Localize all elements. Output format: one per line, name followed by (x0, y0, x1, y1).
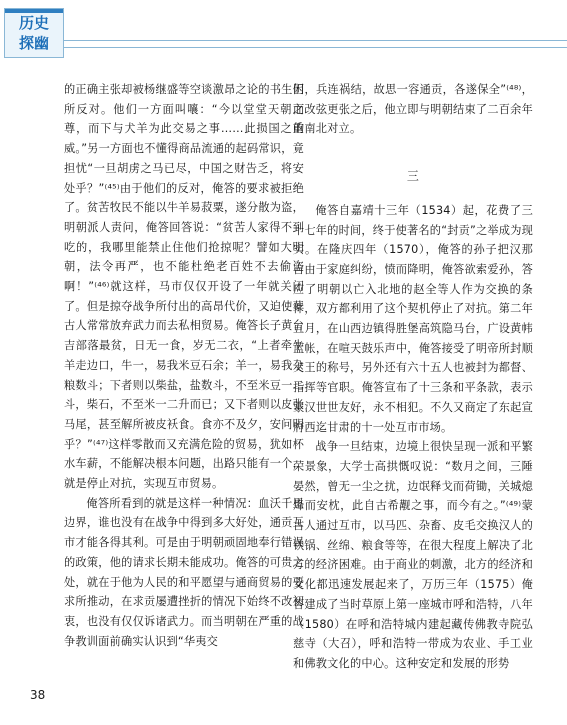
page-number: 38 (30, 688, 46, 702)
section-heading: 三 (406, 169, 420, 184)
header-rule (64, 40, 567, 41)
paragraph: 俺答自嘉靖十三年（1534）起，花费了三十七年的时间，终于使著名的“封贡”之举成为现实。在隆庆四年（1570），俺答的孙子把汉那吉由于家庭纠纷，愤而降明，俺答欲索爱孙，答应了明朝以亡入北地的赵全等人作为交换的条件，双方都利用了这个契机停止了对抗。第二年五月，在山西边镇得胜堡高筑隐马台，广设黄帏蓝帐，在喧天鼓乐声中，俺答接受了明帝所封顺义王的称号，另外还有六十五人也被封为都督、指挥等官职。俺答宣布了十三条和平条款，表示蒙汉世世友好，永不相犯。不久又商定了东起宣府西迄甘肃的十一处互市市场。 (293, 203, 533, 434)
paragraph: 战争一旦结束，边境上很快呈现一派和平繁荣景象，大学士高拱慨叹说：“数月之间，三陲晏然，曾无一尘之扰，边氓释戈而荷锄，关城熄烽而安枕，此自古希觏之事，而今有之。”⁽⁴⁹⁾蒙古人通过互市，以马匹、杂畜、皮毛交换汉人的铁锅、丝绵、粮食等等，在很大程度上解决了北方的经济困难。由于商业的刺激，北方的经济和文化都迅速发展起来了，万历三年（1575）俺答建成了当时草原上第一座城市呼和浩特，八年（1580）在呼和浩特城内建起藏传佛教寺院弘慈寺（大召），呼和浩特一带成为农业、手工业和佛教文化的中心。这种安定和发展的形势 (293, 440, 533, 670)
paragraph: 的正确主张却被杨继盛等空谈激昂之论的书生们所反对。他们一方面叫嚷：“今以堂堂天朝之尊，而下与犬羊为此交易之事……此损国之重威。”另一方面也不懂得商品流通的起码常识，竟担忧“一旦胡虏之马已尽，中国之财告乏，将安处乎？”⁽⁴⁵⁾由于他们的反对，俺答的要求被拒绝了。贫苦牧民不能以牛羊易菽粟，遂分散为盗，明朝派人责问，俺答回答说：“贫苦人家得不到吃的，我哪里能禁止住他们抢掠呢？譬如大明朝，法令再严，也不能杜绝老百姓不去偷盗啊！”⁽⁴⁶⁾就这样，马市仅仅开设了一年就关闭了。但是掠夺战争所付出的高昂代价，又迫使蒙古人常常放弃武力而去私相贸易。俺答长子黄台吉部落最贫，日无一食，岁无二衣，“上者牵牛羊走边口，牛一，易我米豆石余；羊一，易我杂粮数斗；下者则以柴盐，盐数斗，不至米豆一二斗，柴石，不至米一二升而已；又下者则以皮张马尾，甚至解所被皮袄食。食亦不及夕，安问明乎？”⁽⁴⁷⁾这样零散而又充满危险的贸易，犹如杯水车薪，不能解决根本问题，出路只能有一个，就是停止对抗，实现互市贸易。 (64, 83, 304, 491)
paragraph: 困，兵连祸结，故思一容通贡，各遂保全”⁽⁴⁸⁾，而改弦更张之后，他立即与明朝结束了二百余年的南北对立。 (293, 83, 533, 136)
left-column (64, 80, 304, 651)
badge-line-1: 历史 (18, 14, 49, 32)
badge-line-2: 探幽 (18, 34, 49, 52)
right-column (293, 80, 533, 674)
column-badge (4, 8, 64, 58)
paragraph: 俺答所看到的就是这样一种情况：血沃千里边界，谁也没有在战争中得到多大好处，通贡互市才能各得其利。可是由于明朝顽固地奉行错误的政策，他的请求长期未能成功。俺答的可贵之处，就在于他为人民的和平愿望与通商贸易的要求所推动，在求贡屡遭挫折的情况下始终不改初衷，也没有仅仅诉诸武力。而当明朝在严重的战争教训面前确实认识到“华夷交 (64, 496, 304, 648)
header-rule-lower (64, 47, 567, 48)
